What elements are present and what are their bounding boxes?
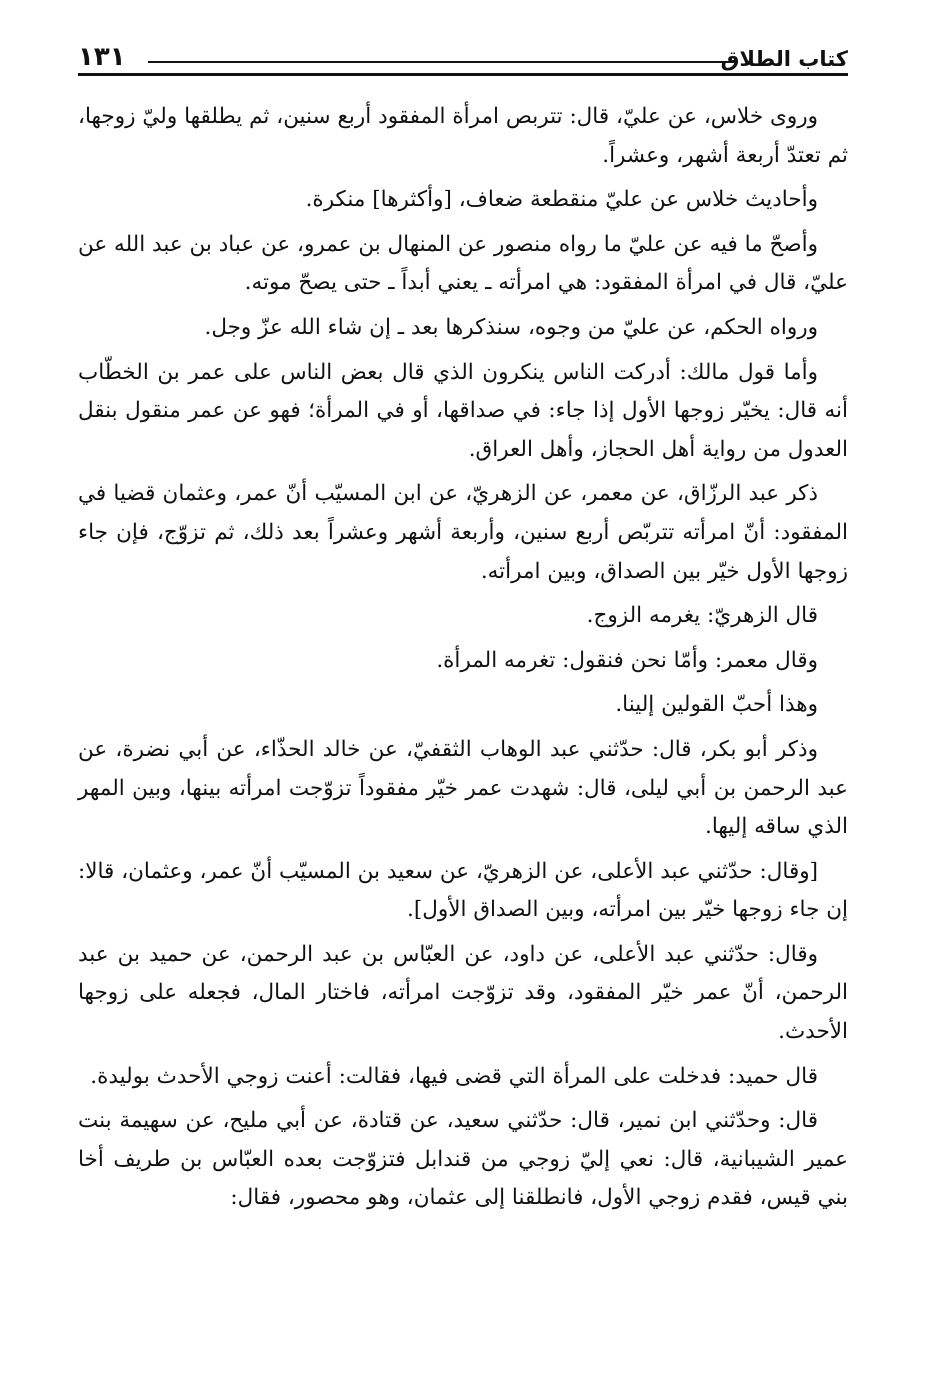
paragraph: وأحاديث خلاس عن عليّ منقطعة ضعاف، [وأكثرها] منكرة. [305, 187, 818, 213]
paragraph: وذكر أبو بكر، قال: حدّثني عبد الوهاب الثقفيّ، عن خالد الحذّاء، عن أبي نضرة، عن عبد الرحمن بن أبي ليلى، قال: شهدت عمر خيّر مفقوداً تزوّجت امرأته بينها، وبين المهر الذي ساقه إليها. [78, 736, 848, 840]
paragraph: [وقال: حدّثني عبد الأعلى، عن الزهريّ، عن سعيد بن المسيّب أنّ عمر، وعثمان، قالا: إن جاء زوجها خيّر بين امرأته، وبين الصداق الأول]. [78, 858, 848, 923]
paragraph: وأما قول مالك: أدركت الناس ينكرون الذي قال بعض الناس على عمر بن الخطّاب أنه قال: يخيّر زوجها الأول إذا جاء: في صداقها، أو في المرأة؛ فهو عن عمر منقول بنقل العدول من رواية أهل الحجاز، وأهل العراق. [78, 359, 848, 462]
header-rule [148, 61, 738, 63]
body-text [78, 98, 848, 1218]
paragraph: وروى خلاس، عن عليّ، قال: تتربص امرأة المفقود أربع سنين، ثم يطلقها وليّ زوجها، ثم تعتدّ أربعة أشهر، وعشراً. [78, 104, 848, 168]
running-header [78, 30, 848, 76]
paragraph: وقال معمر: وأمّا نحن فنقول: تغرمه المرأة. [436, 647, 818, 673]
paragraph: وهذا أحبّ القولين إلينا. [615, 692, 818, 718]
book-page [78, 30, 848, 1224]
paragraph: ورواه الحكم، عن عليّ من وجوه، سنذكرها بعد ـ إن شاء الله عزّ وجل. [204, 314, 818, 340]
paragraph: قال الزهريّ: يغرمه الزوج. [586, 603, 818, 629]
paragraph: وقال: حدّثني عبد الأعلى، عن داود، عن العبّاس بن عبد الرحمن، عن حميد بن عبد الرحمن، أنّ عمر خيّر المفقود، وقد تزوّجت امرأته، فاختار المال، فجعله على زوجها الأحدث. [78, 941, 848, 1045]
paragraph: ذكر عبد الرزّاق، عن معمر، عن الزهريّ، عن ابن المسيّب أنّ عمر، وعثمان قضيا في المفقود: أنّ امرأته تتربّص أربع سنين، وأربعة أشهر وعشراً بعد ذلك، ثم تزوّج، فإن جاء زوجها الأول خيّر بين الصداق، وبين امرأته. [78, 481, 848, 584]
paragraph: وأصحّ ما فيه عن عليّ ما رواه منصور عن المنهال بن عمرو، عن عباد بن عبد الله عن عليّ، قال في امرأة المفقود: هي امرأته ـ يعني أبداً ـ حتى يصحّ موته. [78, 231, 848, 296]
page-number: ١٣١ [78, 42, 126, 72]
paragraph: قال: وحدّثني ابن نمير، قال: حدّثني سعيد، عن قتادة، عن أبي مليح، عن سهيمة بنت عمير الشيبانية، قال: نعي إليّ زوجي من قندابل فتزوّجت بعده العبّاس بن طريف أخا بني قيس، فقدم زوجي الأول، فانطلقنا إلى عثمان، وهو محصور، فقال: [78, 1108, 848, 1211]
paragraph: قال حميد: فدخلت على المرأة التي قضى فيها، فقالت: أعنت زوجي الأحدث بوليدة. [90, 1063, 818, 1089]
book-title: كتاب الطلاق [720, 47, 848, 71]
